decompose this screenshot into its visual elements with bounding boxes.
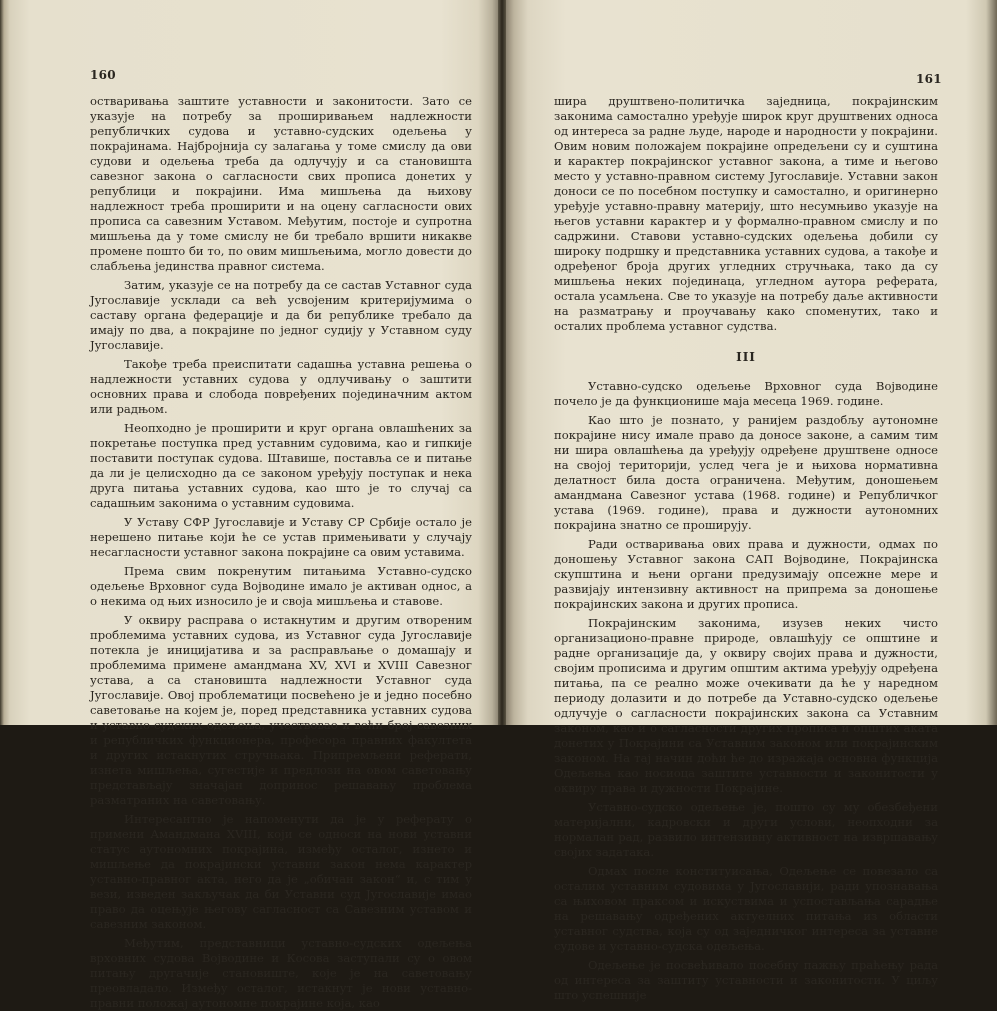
page-number-left: 160 (90, 68, 116, 82)
paragraph: У Уставу СФР Југославије и Уставу СР Србије остало је нерешено питање који ће се устав примењивати у случају несагласности уставног закона покрајине са овим уставима. (90, 515, 472, 559)
paragraph: Такође треба преиспитати садашња уставна решења о надлежности уставних судова у одлучивању о заштити основних права и слобода повређених појединачним актом или радњом. (90, 357, 472, 416)
paragraph: Затим, указује се на потребу да се састав Уставног суда Југославије усклади са већ усвојеним критеријумима о саставу органа федерације и да би републике требало да имају по два, а покрајине по једног судију у Уставном суду Југославије. (90, 278, 472, 352)
paragraph: Интересантно је напоменути да је у реферату о примени Амандмана XVIII, који се односи на нови уставни статус аутономних покрајина, између осталог, изнето и мишљење да покрајински уставни закон нема карактер уставно-правног акта, него да је „обичан закон“ и, с тим у вези, изведен закључак да би Уставни суд Југославије имао право да оцењује његову сагласност са Савезним уставом и савезним законом. (90, 812, 472, 931)
paragraph: Покрајинским законима, изузев неких чисто организационо-правне природе, овлашћују се општине и радне организације да, у оквиру својих права и дужности, својим прописима и другим општим актима уређују одређена питања, па се реално може очекивати да ће у наредном периоду долазити и до потребе да Уставно-судско одељење одлучује о сагласности покрајинских закона са Уставним законом, као и о сагласности других прописа и општих аката донетих у Покрајини са Уставним законом или покрајинским законом. На тај начин доћи ће до изражаја основна функција Одељења као носиоца заштите уставности и законитости у оквиру права и дужности Покрајине. (554, 616, 938, 795)
page-number-right: 161 (916, 72, 942, 86)
right-page (506, 0, 997, 1002)
paragraph: остваривања заштите уставности и законитости. Зато се указује на потребу за проширивањем надлежности републичких судова и уставно-судских одељења у покрајинама. Најбројнија су залагања у томе смислу да ови судови и одељења треба да одлучују и са становишта савезног закона о сагласности свих прописа донетих у републици и покрајини. Има мишљења да њихову надлежност треба проширити и на оцену сагласности ових прописа са савезним Уставом. Међутим, постоје и супротна мишљења да у томе смислу не би требало вршити никакве промене пошто би то, по овим мишљењима, могло довести до слабљења јединства правног система. (90, 94, 472, 273)
paragraph: Према свим покренутим питањима Уставно-судско одељење Врховног суда Војводине имало је активан однос, а о некима од њих износило је и своја мишљења и ставове. (90, 564, 472, 608)
left-page-text (90, 94, 472, 1011)
paragraph: Одељење је посвећивало посебну пажњу праћењу рада од интереса за заштиту уставности и законитости. У циљу што успешније (554, 958, 938, 1002)
paragraph: Уставно-судско одељење је, пошто су му обезбеђени материјални, кадровски и други услови, неопходни за нормалан рад, развило интензивну активност на извршавању својих задатака. (554, 800, 938, 859)
paragraph: шира друштвено-политичка заједница, покрајинским законима самостално уређује широк круг друштвених односа од интереса за радне људе, народе и народности у покрајини. Овим новим положајем покрајине опредељени су и суштина и карактер покрајинског уставног закона, а тиме и његово место у уставно-правном систему Југославије. Уставни закон доноси се по посебном поступку и самостално, и оригинерно уређује уставно-правну материју, што несумњиво указује на његов уставни карактер и у формално-правном смислу и по садржини. Ставови уставно-судских одељења добили су широку подршку и представника уставних судова, а такође и одређеног броја других угледних стручњака, тако да су мишљења неких појединаца, угледном аутора реферата, остала усамљена. Све то указује на потребу даље активности на разматрању и проучавању како споменутих, тако и осталих проблема уставног судства. (554, 94, 938, 333)
paragraph: Као што је познато, у ранијем раздобљу аутономне покрајине нису имале право да доносе законе, а самим тим ни шира овлашћења да уређују одређене друштвене односе на својој територији, услед чега је и њихова нормативна делатност била доста ограничена. Међутим, доношењем амандмана Савезног устава (1968. године) и Републичког устава (1969. године), права и дужности аутономних покрајина знатно се проширују. (554, 413, 938, 532)
paragraph: Уставно-судско одељење Врховног суда Војводине почело је да функционише маја месеца 1969. године. (554, 379, 938, 408)
right-page-text (554, 94, 938, 1003)
section-heading: III (736, 350, 756, 364)
book-gutter (498, 0, 506, 725)
paragraph: Одмах после конституисања, Одељење се повезало са осталим уставним судовима у Југославији, ради упознавања са њиховом праксом и искуствима и успостављања сарадње на решавању одређених актуелних питања из области уставног судства, која су од заједничког интереса за уставне судове и уставно-судска одељења. (554, 864, 938, 953)
paragraph: Ради остваривања ових права и дужности, одмах по доношењу Уставног закона САП Војводине, Покрајинска скупштина и њени органи предузимају опсежне мере и развијају интензивну активност на припрема за доношење покрајинских закона и других прописа. (554, 537, 938, 611)
paragraph: Међутим, представници уставно-судских одељења врховних судова Војводине и Косова заступали су о овом питању другачије становиште, које је на саветовању преовладало. Између осталог, истакнут је нови уставно-правни положај аутономне покрајине која, као (90, 936, 472, 1010)
paragraph: У оквиру расправа о истакнутим и другим отвореним проблемима уставних судова, из Уставног суда Југославије потекла је иницијатива и за расправљање о домашају и проблемима примене амандмана XV, XVI и XVIII Савезног устава, а са становишта надлежности Уставног суда Југославије. Овој проблематици посвећено је и једно посебно саветовање на којем је, поред представника уставних судова и уставно-судских одељења, учествовао и већи број савезних и републичких функционера, професора правних факултета и других истакнутих стручњака. Припремљени реферати, изнета мишљења, сугестије и предлози на овом саветовању представљају значајан допринос решавању проблема разматраних на саветовању. (90, 613, 472, 807)
paragraph: Неопходно је проширити и круг органа овлашћених за покретање поступка пред уставним судовима, као и гипкије поставити поступак судова. Штавише, поставља се и питање да ли је целисходно да се законом уређују поступак и нека друга питања уставних судова, као што је то случај са садашњим законима о уставним судовима. (90, 421, 472, 510)
left-page (0, 0, 498, 1010)
